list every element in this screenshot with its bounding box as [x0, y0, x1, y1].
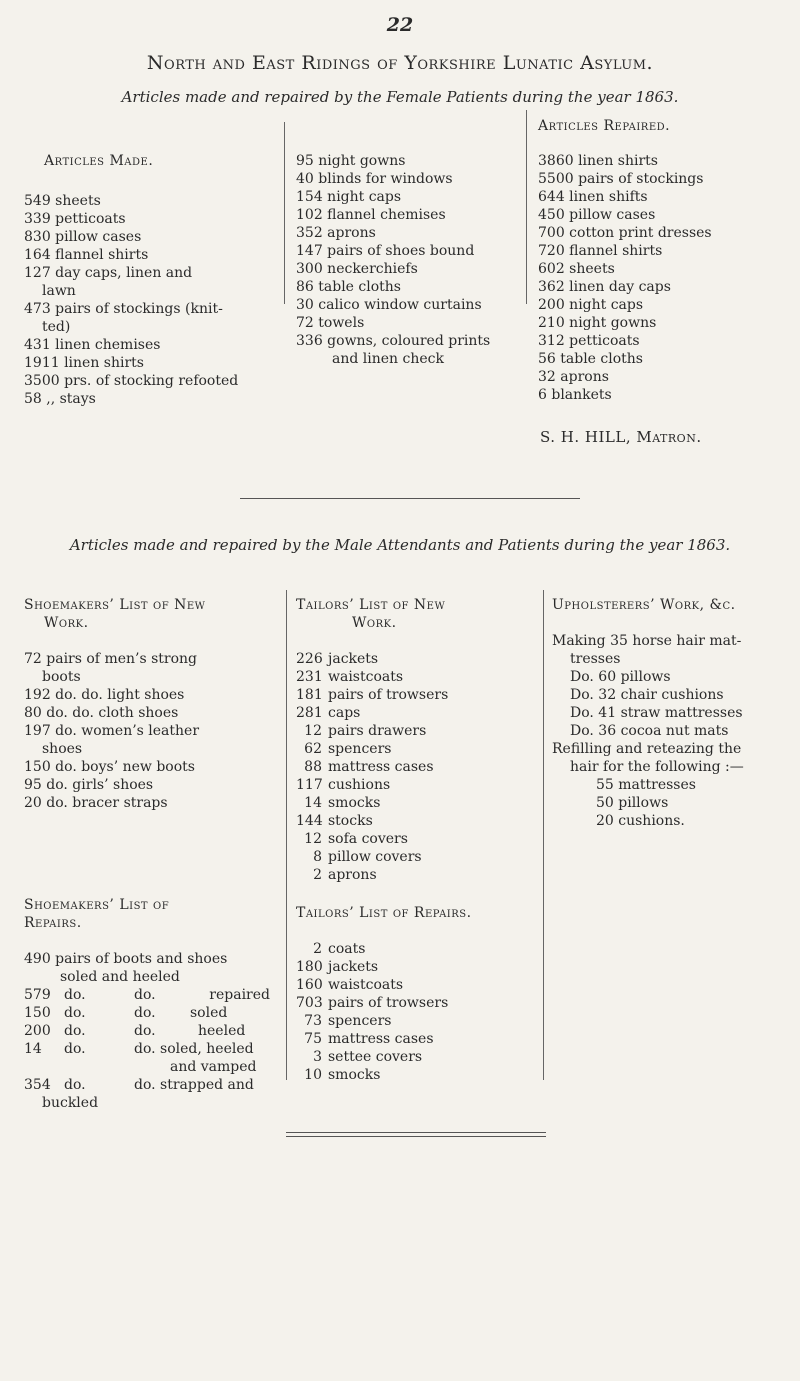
list-item: 450 pillow cases: [538, 207, 656, 223]
cell-b: do.: [134, 1005, 156, 1021]
list-item: [296, 1030, 540, 1048]
list-item: 312 petticoats: [538, 333, 640, 349]
cell-a: [64, 1058, 134, 1076]
list-item: hair for the following :—: [570, 759, 744, 775]
list-item: 50 pillows: [596, 795, 669, 811]
list-item: 200 night caps: [538, 297, 644, 313]
cell-b: do. strapped and: [134, 1077, 254, 1093]
item-count: 12: [304, 723, 322, 739]
shoemakers-repairs: [24, 896, 272, 1112]
item-label: caps: [328, 705, 361, 721]
list-item: 1911 linen shirts: [24, 355, 144, 371]
male-section-title: Articles made and repaired by the Male Attendants and Patients during the year 1863.: [69, 536, 731, 554]
cell-a: do.: [64, 1005, 86, 1021]
cell-num: 354: [24, 1077, 51, 1093]
item-label: mattress cases: [328, 1031, 434, 1047]
item-label: cushions: [328, 777, 391, 793]
list-item: Do. 36 cocoa nut mats: [570, 723, 729, 739]
list-item: 210 night gowns: [538, 315, 657, 331]
list-item: 644 linen shifts: [538, 189, 648, 205]
shoemakers-new-heading: Shoemakers’ List of New: [24, 597, 206, 613]
cell-num: 200: [24, 1023, 51, 1039]
list-item: 300 neckerchiefs: [296, 261, 418, 277]
list-item: 197 do. women’s leather: [24, 723, 200, 739]
item-count: 281: [296, 705, 323, 721]
list-item: tresses: [570, 651, 621, 667]
item-count: 62: [304, 741, 322, 757]
item-count: 3: [313, 1049, 322, 1065]
list-item: [296, 1048, 540, 1066]
list-item: 127 day caps, linen and: [24, 265, 193, 281]
list-item: 30 calico window curtains: [296, 297, 482, 313]
item-count: 181: [296, 687, 323, 703]
list-item: 549 sheets: [24, 193, 101, 209]
cell-num: [24, 1058, 64, 1076]
cell-a: do.: [64, 1077, 86, 1093]
list-item: 362 linen day caps: [538, 279, 671, 295]
item-label: smocks: [328, 1067, 381, 1083]
shoemakers-repairs-heading: Shoemakers’ List of: [24, 897, 170, 913]
list-item: 339 petticoats: [24, 211, 126, 227]
cell-c: soled: [190, 1005, 228, 1021]
list-item: [296, 1066, 540, 1084]
list-item: 40 blinds for windows: [296, 171, 453, 187]
item-label: smocks: [328, 795, 381, 811]
item-count: 8: [313, 849, 322, 865]
list-item: boots: [42, 669, 81, 685]
list-item: 192 do. do. light shoes: [24, 687, 185, 703]
list-item: 602 sheets: [538, 261, 615, 277]
tailors-column: [296, 596, 540, 1084]
item-label: mattress cases: [328, 759, 434, 775]
list-item: [296, 740, 540, 758]
list-item: 150 do. boys’ new boots: [24, 759, 195, 775]
cell-c: repaired: [209, 987, 270, 1003]
list-item: 58 ,, stays: [24, 391, 96, 407]
articles-repaired-list: [538, 152, 778, 404]
list-item: Making 35 horse hair mat-: [552, 633, 742, 649]
list-item: [296, 794, 540, 812]
list-item: 72 pairs of men’s strong: [24, 651, 198, 667]
cell-b: and vamped: [170, 1059, 257, 1075]
list-item: 20 do. bracer straps: [24, 795, 168, 811]
cell-a: do.: [64, 987, 86, 1003]
item-label: spencers: [328, 741, 392, 757]
list-item: 3500 prs. of stocking refooted: [24, 373, 239, 389]
list-item: 102 flannel chemises: [296, 207, 446, 223]
list-item: 56 table cloths: [538, 351, 643, 367]
item-count: 75: [304, 1031, 322, 1047]
item-count: 160: [296, 977, 323, 993]
item-label: coats: [328, 941, 366, 957]
list-item: [296, 704, 540, 722]
list-item: 473 pairs of stockings (knit-: [24, 301, 223, 317]
list-item: [296, 976, 540, 994]
list-item: 5500 pairs of stockings: [538, 171, 704, 187]
table-row: [24, 1022, 270, 1040]
section-divider: [240, 498, 580, 499]
list-item: 32 aprons: [538, 369, 609, 385]
list-item: [296, 758, 540, 776]
list-item: 490 pairs of boots and shoes: [24, 951, 228, 967]
item-label: jackets: [328, 959, 379, 975]
cell-b: do.: [134, 1023, 156, 1039]
list-item: 3860 linen shirts: [538, 153, 658, 169]
item-label: waistcoats: [328, 977, 404, 993]
item-label: pairs of trowsers: [328, 687, 449, 703]
page-number: 22: [386, 14, 414, 36]
page-title: North and East Ridings of Yorkshire Lunatic Asylum.: [146, 52, 654, 74]
item-count: 88: [304, 759, 322, 775]
list-item: 72 towels: [296, 315, 365, 331]
item-label: pairs drawers: [328, 723, 427, 739]
list-item: [296, 686, 540, 704]
table-row: [24, 1004, 270, 1022]
item-count: 226: [296, 651, 323, 667]
list-item: [296, 812, 540, 830]
cell-b: do. soled, heeled: [134, 1041, 254, 1057]
list-item: 6 blankets: [538, 387, 612, 403]
list-item: [296, 668, 540, 686]
table-row: [24, 1058, 270, 1076]
list-item: buckled: [42, 1095, 99, 1111]
cell-num: 14: [24, 1041, 42, 1057]
shoe-repairs-table: [24, 986, 270, 1094]
list-item: 431 linen chemises: [24, 337, 161, 353]
list-item: Do. 41 straw mattresses: [570, 705, 743, 721]
list-item: [296, 994, 540, 1012]
item-count: 2: [313, 867, 322, 883]
table-row: [24, 1076, 270, 1094]
list-item: 95 do. girls’ shoes: [24, 777, 154, 793]
item-label: aprons: [328, 867, 377, 883]
list-item: 147 pairs of shoes bound: [296, 243, 475, 259]
cell-num: 150: [24, 1005, 51, 1021]
upholsterers-heading: Upholsterers’ Work, &c.: [552, 597, 736, 613]
articles-made-col1: [24, 152, 274, 408]
list-item: [296, 830, 540, 848]
item-label: pairs of trowsers: [328, 995, 449, 1011]
item-count: 144: [296, 813, 323, 829]
cell-a: do.: [64, 1023, 86, 1039]
list-item: 55 mattresses: [596, 777, 696, 793]
list-item: 95 night gowns: [296, 153, 406, 169]
matron-signature: S. H. HILL, Matron.: [540, 428, 702, 446]
list-item: 720 flannel shirts: [538, 243, 663, 259]
end-rule: [286, 1132, 546, 1133]
list-item: [296, 940, 540, 958]
column-divider: [543, 590, 544, 1080]
item-label: stocks: [328, 813, 373, 829]
item-count: 703: [296, 995, 323, 1011]
item-label: waistcoats: [328, 669, 404, 685]
list-item: [296, 776, 540, 794]
tailors-repairs-heading: Tailors’ List of Repairs.: [296, 905, 472, 921]
list-item: Do. 32 chair cushions: [570, 687, 724, 703]
list-item: 20 cushions.: [596, 813, 685, 829]
list-item: lawn: [42, 283, 76, 299]
column-divider: [526, 110, 527, 304]
articles-repaired-heading: Articles Repaired.: [538, 118, 671, 134]
item-label: pillow covers: [328, 849, 422, 865]
list-item: Refilling and reteazing the: [552, 741, 742, 757]
list-item: ted): [42, 319, 71, 335]
cell-a: do.: [64, 1041, 86, 1057]
item-label: spencers: [328, 1013, 392, 1029]
item-count: 117: [296, 777, 323, 793]
articles-made-heading: Articles Made.: [44, 153, 154, 169]
item-count: 180: [296, 959, 323, 975]
item-label: jackets: [328, 651, 379, 667]
list-item: 164 flannel shirts: [24, 247, 149, 263]
cell-num: 579: [24, 987, 51, 1003]
list-item: 352 aprons: [296, 225, 376, 241]
list-item: shoes: [42, 741, 83, 757]
list-item: 154 night caps: [296, 189, 402, 205]
list-item: 80 do. do. cloth shoes: [24, 705, 179, 721]
item-count: 10: [304, 1067, 322, 1083]
list-item: and linen check: [332, 351, 444, 367]
list-item: [296, 650, 540, 668]
end-rule: [286, 1136, 546, 1137]
list-item: 700 cotton print dresses: [538, 225, 712, 241]
item-label: settee covers: [328, 1049, 423, 1065]
shoemakers-column: [24, 596, 272, 812]
list-item: [296, 958, 540, 976]
upholsterers-column: [552, 596, 788, 830]
shoemakers-new-heading-cont: Work.: [44, 615, 89, 631]
cell-b: do.: [134, 987, 156, 1003]
item-count: 231: [296, 669, 323, 685]
item-label: sofa covers: [328, 831, 408, 847]
item-count: 14: [304, 795, 322, 811]
column-divider: [284, 122, 285, 304]
list-item: [296, 1012, 540, 1030]
list-item: 86 table cloths: [296, 279, 401, 295]
item-count: 2: [313, 941, 322, 957]
list-item: [296, 848, 540, 866]
tailors-new-heading: Tailors’ List of New: [296, 597, 446, 613]
articles-made-col2: [296, 152, 516, 368]
item-count: 12: [304, 831, 322, 847]
column-divider: [286, 590, 287, 1080]
table-row: [24, 1040, 270, 1058]
tailors-new-heading-cont: Work.: [352, 615, 397, 631]
cell-c: heeled: [198, 1023, 246, 1039]
table-row: [24, 986, 270, 1004]
list-item: Do. 60 pillows: [570, 669, 671, 685]
list-item: [296, 722, 540, 740]
item-count: 73: [304, 1013, 322, 1029]
shoemakers-repairs-heading-cont: Repairs.: [24, 915, 82, 931]
list-item: soled and heeled: [60, 969, 180, 985]
female-section-title: Articles made and repaired by the Female Patients during the year 1863.: [121, 88, 679, 106]
list-item: 830 pillow cases: [24, 229, 142, 245]
list-item: [296, 866, 540, 884]
list-item: 336 gowns, coloured prints: [296, 333, 491, 349]
